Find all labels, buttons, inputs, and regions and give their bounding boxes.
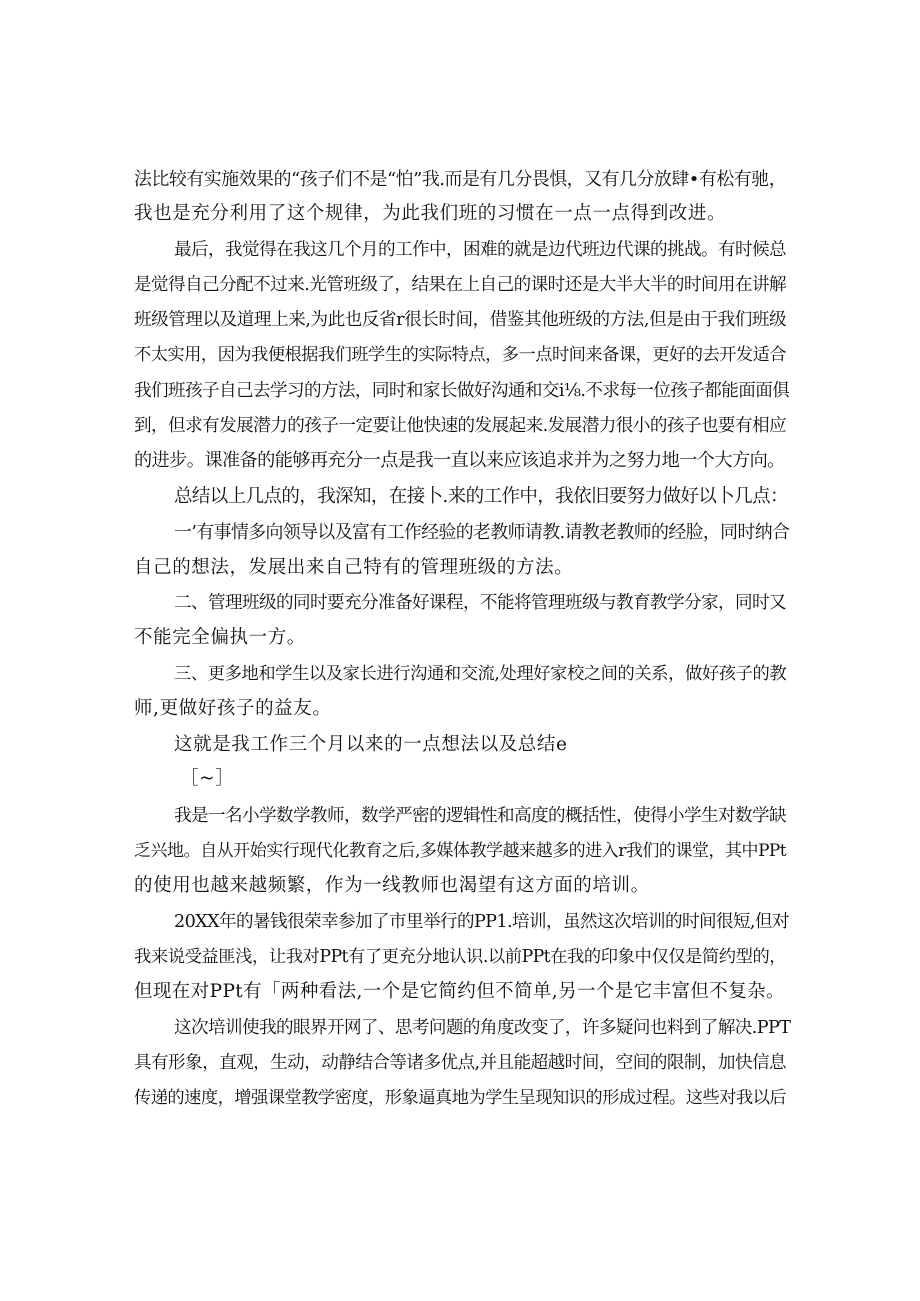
text-line: 是觉得自己分配不过来.光管班级了，结果在上自己的课时还是大半大半的时间用在讲解 <box>134 275 786 295</box>
text-line: 我也是充分利用了这个规律，为此我们班的习惯在一点一点得到改进。 <box>134 203 727 224</box>
text-line: ［~］ <box>180 768 235 789</box>
text-line: 自己的想法，发展出来自己特有的管理班级的方法。 <box>134 557 574 578</box>
text-line: 三、更多地和学生以及家长进行沟通和交流,处理好家校之间的关系，做好孩子的教 <box>174 664 786 684</box>
text-line: 我来说受益匪浅，让我对PPt有了更充分地认识.以前PPt在我的印象中仅仅是简约型的， <box>134 947 786 967</box>
text-line: 的进步。课准备的能够再充分一点是我一直以来应该追求并为之努力地一个大方向。 <box>134 450 785 471</box>
text-line: 这次培训使我的眼界开网了、思考问题的角度改变了，许多疑问也料到了解决.PPT <box>174 1018 791 1038</box>
text-line: 总结以上几点的，我深知，在接卜.来的工作中，我依旧要努力做好以卜几点： <box>174 486 788 507</box>
text-line: 一’有事情多向领导以及富有工作经验的老教师请教.请教老教师的经脸，同时纳合 <box>174 522 790 543</box>
text-line: 的使用也越来越频繁，作为一线教师也渴望有这方面的培训。 <box>134 875 650 896</box>
text-line: 乏兴地。自从开始实行现代化教育之后,多媒体教学越来越多的进入r我们的课堂，其中PPt <box>134 841 786 861</box>
text-line: 班级管理以及道理上来,为此也反省r很长时间，借鉴其他班级的方法,但是由于我们班级 <box>134 310 786 330</box>
text-line: 二、管理班级的同时要充分准备好课程，不能将管理班级与教育教学分家，同时又 <box>174 593 786 613</box>
text-line: 法比较有实施效果的“孩子们不是“怕”我.而是有几分畏惧，又有几分放肆•有松有驰， <box>134 169 786 190</box>
text-line: 但现在对PPt有「两种看法,一个是它简约但不简单,另一个是它丰富但不复杂。 <box>134 981 785 1002</box>
text-line: 这就是我工作三个月以来的一点想法以及总结e <box>174 734 568 755</box>
text-line: 我们班孩子自己去学习的方法，同时和家长做好沟通和交i⅛.不求每一位孩子都能面面俱 <box>134 381 790 401</box>
text-line: 师,更做好孩子的益友。 <box>134 698 332 719</box>
text-line: 传递的速度，增强课堂教学密度，形象逼真地为学生呈现知识的形成过程。这些对我以后 <box>134 1088 786 1108</box>
text-line: 我是一名小学数学教师，数学严密的逻辑性和高度的概括性，使得小学生对数学缺 <box>174 806 786 826</box>
text-line: 不太实用，因为我便根据我们班学生的实际特点，多一点时间来备课，更好的去开发适合 <box>134 345 786 365</box>
text-line: 具有形象，直观，生动，动静结合等诸多优点,并且能超越时间，空间的限制，加快信息 <box>134 1053 786 1073</box>
text-line: 到，但求有发展潜力的孩子一定要让他快速的发展起来.发展潜力很小的孩子也要有相应 <box>134 416 786 436</box>
text-line: 不能完全偏执一方。 <box>134 627 306 648</box>
text-line: 最后，我觉得在我这几个月的工作中，困难的就是边代班边代课的挑战。有时候总 <box>174 240 786 260</box>
text-line: 20XX年的暑钱很荣幸参加了市里举行的PP1.培训，虽然这次培训的时间很短,但对 <box>174 912 789 932</box>
